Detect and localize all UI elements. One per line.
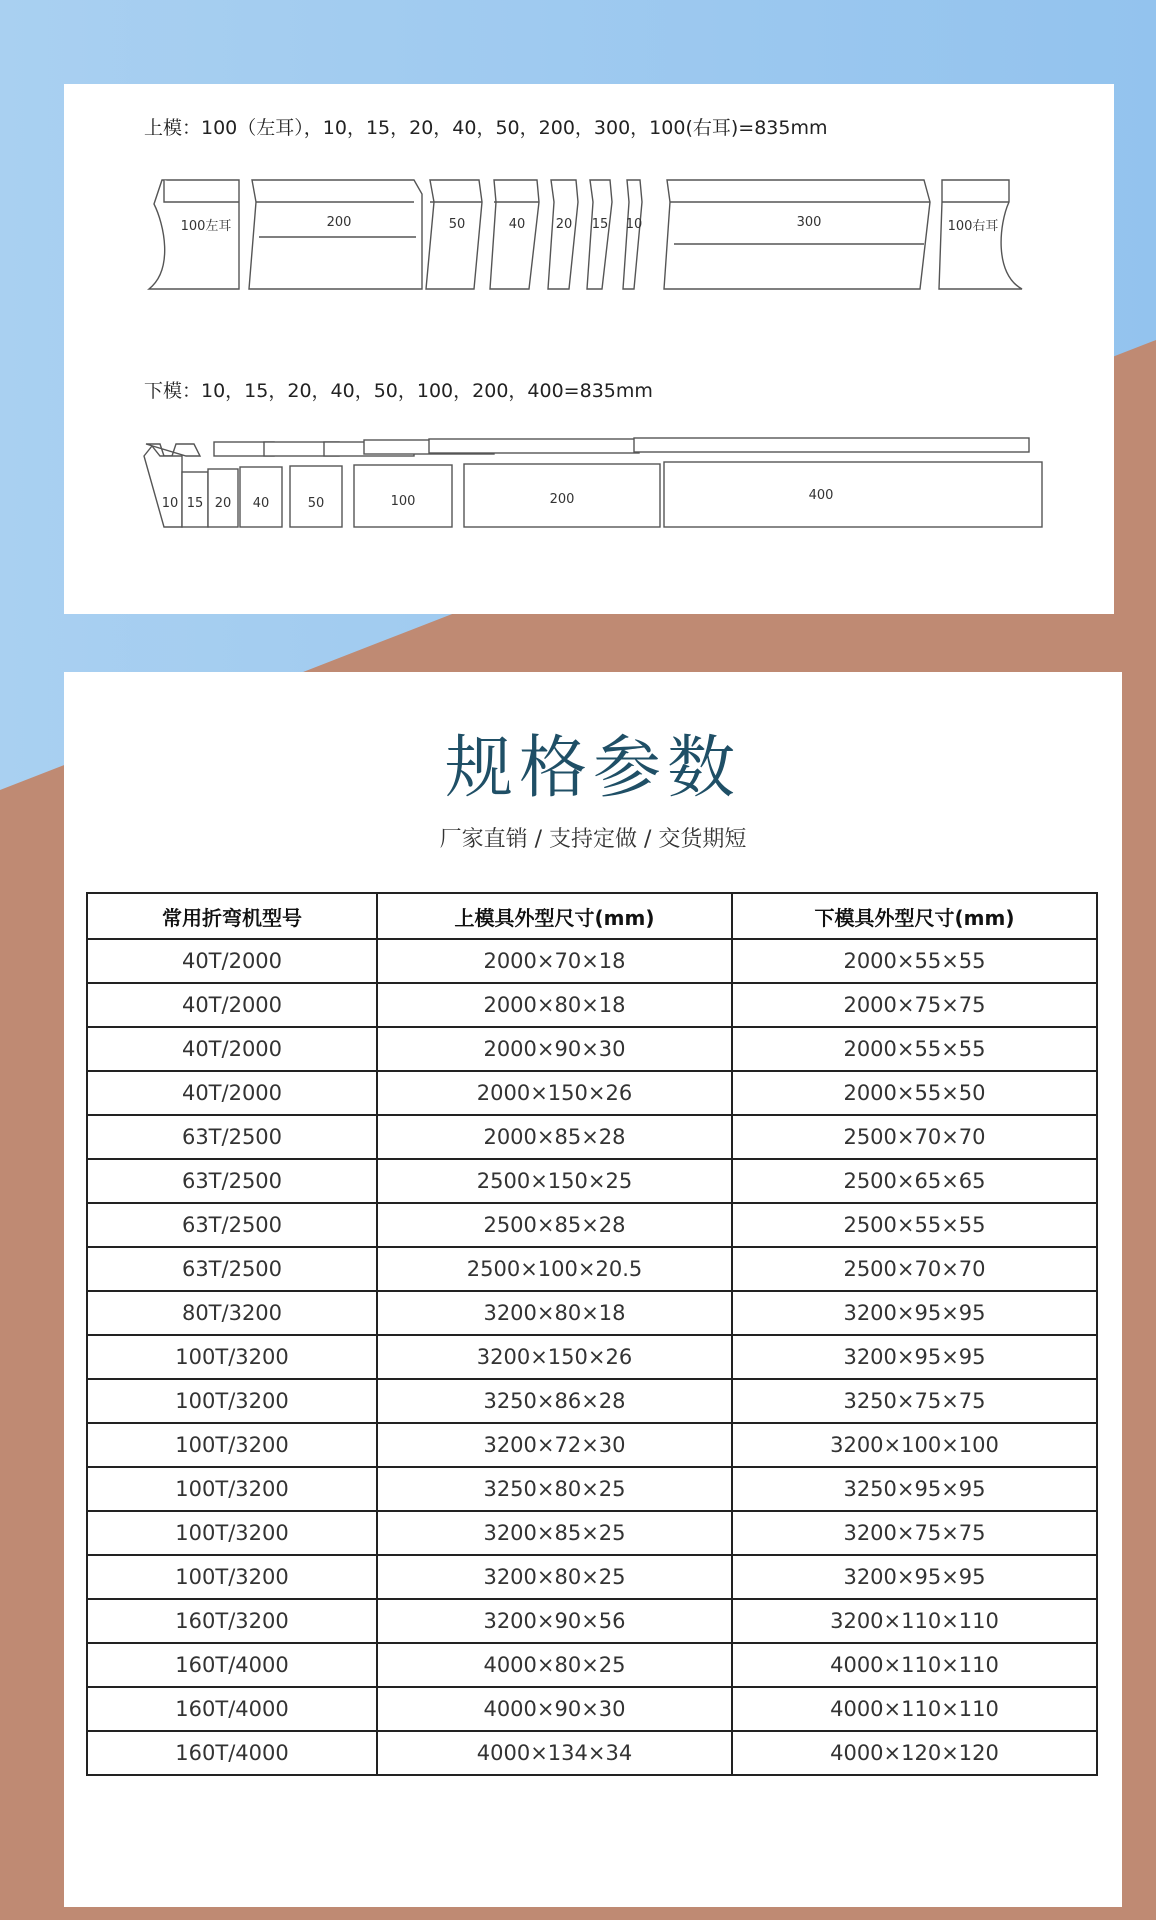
cell-lower-die: 3200×95×95 xyxy=(732,1555,1097,1599)
cell-model: 40T/2000 xyxy=(87,1027,377,1071)
cell-model: 40T/2000 xyxy=(87,983,377,1027)
svg-text:40: 40 xyxy=(252,496,270,511)
cell-lower-die: 2500×70×70 xyxy=(732,1115,1097,1159)
upper-die-15 xyxy=(587,180,612,289)
svg-text:100左耳: 100左耳 xyxy=(180,219,232,234)
cell-upper-die: 3200×85×25 xyxy=(377,1511,732,1555)
svg-text:20: 20 xyxy=(555,217,573,232)
cell-upper-die: 4000×80×25 xyxy=(377,1643,732,1687)
table-row xyxy=(87,1731,1097,1775)
lower-die-10 xyxy=(144,446,182,527)
cell-lower-die: 3200×100×100 xyxy=(732,1423,1097,1467)
cell-model: 160T/4000 xyxy=(87,1687,377,1731)
cell-model: 63T/2500 xyxy=(87,1159,377,1203)
cell-model: 100T/3200 xyxy=(87,1511,377,1555)
table-row xyxy=(87,1335,1097,1379)
table-row xyxy=(87,1467,1097,1511)
cell-upper-die: 2500×150×25 xyxy=(377,1159,732,1203)
cell-lower-die: 3250×75×75 xyxy=(732,1379,1097,1423)
spec-header-row xyxy=(87,893,1097,939)
cell-model: 100T/3200 xyxy=(87,1379,377,1423)
svg-text:50: 50 xyxy=(448,217,466,232)
cell-model: 100T/3200 xyxy=(87,1423,377,1467)
svg-text:10: 10 xyxy=(625,217,643,232)
table-row xyxy=(87,1599,1097,1643)
upper-die-right-ear xyxy=(939,180,1022,289)
cell-model: 160T/4000 xyxy=(87,1731,377,1775)
cell-lower-die: 3200×75×75 xyxy=(732,1511,1097,1555)
cell-model: 160T/3200 xyxy=(87,1599,377,1643)
cell-upper-die: 2000×70×18 xyxy=(377,939,732,983)
cell-upper-die: 3200×90×56 xyxy=(377,1599,732,1643)
upper-die-20 xyxy=(548,180,578,289)
upper-die-300 xyxy=(664,180,930,289)
table-row xyxy=(87,1379,1097,1423)
svg-text:20: 20 xyxy=(214,496,232,511)
cell-upper-die: 3250×80×25 xyxy=(377,1467,732,1511)
svg-text:400: 400 xyxy=(808,488,834,503)
svg-text:100: 100 xyxy=(390,494,416,509)
die-diagram xyxy=(64,84,1114,614)
table-row xyxy=(87,939,1097,983)
spec-subtitle: 厂家直销 / 支持定做 / 交货期短 xyxy=(439,827,747,852)
cell-upper-die: 2500×85×28 xyxy=(377,1203,732,1247)
table-row xyxy=(87,1203,1097,1247)
upper-die-left-ear xyxy=(149,180,239,289)
cell-upper-die: 2000×85×28 xyxy=(377,1115,732,1159)
cell-lower-die: 2000×55×55 xyxy=(732,1027,1097,1071)
cell-upper-die: 4000×134×34 xyxy=(377,1731,732,1775)
svg-text:10: 10 xyxy=(161,496,179,511)
cell-model: 63T/2500 xyxy=(87,1247,377,1291)
cell-model: 160T/4000 xyxy=(87,1643,377,1687)
header-lower-die: 下模具外型尺寸(mm) xyxy=(732,893,1097,939)
svg-text:200: 200 xyxy=(326,215,352,230)
cell-upper-die: 2000×150×26 xyxy=(377,1071,732,1115)
svg-text:15: 15 xyxy=(591,217,609,232)
lower-die-400 xyxy=(664,462,1042,527)
table-row xyxy=(87,1071,1097,1115)
lower-die-100 xyxy=(354,465,452,527)
cell-upper-die: 3200×150×26 xyxy=(377,1335,732,1379)
svg-text:15: 15 xyxy=(186,496,204,511)
lower-die-40 xyxy=(240,467,282,527)
svg-text:200: 200 xyxy=(549,492,575,507)
cell-model: 63T/2500 xyxy=(87,1115,377,1159)
cell-model: 100T/3200 xyxy=(87,1335,377,1379)
cell-lower-die: 4000×110×110 xyxy=(732,1687,1097,1731)
cell-lower-die: 2000×55×55 xyxy=(732,939,1097,983)
spec-table xyxy=(86,892,1098,1776)
cell-model: 100T/3200 xyxy=(87,1467,377,1511)
lower-die-20 xyxy=(208,469,238,527)
spec-card xyxy=(64,672,1122,1907)
upper-die-caption: 上模：100（左耳），10，15，20，40，50，200，300，100(右耳)=835mm xyxy=(144,117,828,139)
table-row xyxy=(87,1643,1097,1687)
cell-lower-die: 3200×95×95 xyxy=(732,1291,1097,1335)
cell-lower-die: 2500×65×65 xyxy=(732,1159,1097,1203)
cell-lower-die: 4000×120×120 xyxy=(732,1731,1097,1775)
spec-title: 规格参数 xyxy=(444,729,741,808)
table-row xyxy=(87,1115,1097,1159)
cell-lower-die: 2500×70×70 xyxy=(732,1247,1097,1291)
cell-upper-die: 2500×100×20.5 xyxy=(377,1247,732,1291)
cell-model: 80T/3200 xyxy=(87,1291,377,1335)
cell-lower-die: 3250×95×95 xyxy=(732,1467,1097,1511)
cell-upper-die: 3200×80×18 xyxy=(377,1291,732,1335)
cell-upper-die: 3200×80×25 xyxy=(377,1555,732,1599)
table-row xyxy=(87,1687,1097,1731)
lower-die-200 xyxy=(464,464,660,527)
table-row xyxy=(87,1027,1097,1071)
cell-model: 40T/2000 xyxy=(87,939,377,983)
table-row xyxy=(87,983,1097,1027)
table-row xyxy=(87,1159,1097,1203)
cell-upper-die: 2000×90×30 xyxy=(377,1027,732,1071)
upper-die-50 xyxy=(426,180,482,289)
upper-die-40 xyxy=(490,180,539,289)
cell-upper-die: 4000×90×30 xyxy=(377,1687,732,1731)
table-row xyxy=(87,1291,1097,1335)
svg-text:50: 50 xyxy=(307,496,325,511)
die-diagram-card xyxy=(64,84,1114,614)
cell-model: 100T/3200 xyxy=(87,1555,377,1599)
table-row xyxy=(87,1247,1097,1291)
cell-upper-die: 3250×86×28 xyxy=(377,1379,732,1423)
svg-text:300: 300 xyxy=(796,215,822,230)
lower-die-back-row xyxy=(146,438,1029,456)
cell-lower-die: 2500×55×55 xyxy=(732,1203,1097,1247)
cell-lower-die: 2000×75×75 xyxy=(732,983,1097,1027)
table-row xyxy=(87,1555,1097,1599)
header-upper-die: 上模具外型尺寸(mm) xyxy=(377,893,732,939)
cell-model: 63T/2500 xyxy=(87,1203,377,1247)
cell-lower-die: 2000×55×50 xyxy=(732,1071,1097,1115)
cell-lower-die: 3200×110×110 xyxy=(732,1599,1097,1643)
cell-lower-die: 4000×110×110 xyxy=(732,1643,1097,1687)
cell-model: 40T/2000 xyxy=(87,1071,377,1115)
lower-die-caption: 下模：10，15，20，40，50，100，200，400=835mm xyxy=(144,380,653,402)
cell-upper-die: 3200×72×30 xyxy=(377,1423,732,1467)
svg-text:40: 40 xyxy=(508,217,526,232)
header-model: 常用折弯机型号 xyxy=(87,893,377,939)
upper-die-10 xyxy=(623,180,642,289)
upper-die-200 xyxy=(249,180,422,289)
lower-die-50 xyxy=(290,466,342,527)
cell-upper-die: 2000×80×18 xyxy=(377,983,732,1027)
cell-lower-die: 3200×95×95 xyxy=(732,1335,1097,1379)
lower-die-15 xyxy=(182,472,208,527)
table-row xyxy=(87,1423,1097,1467)
svg-text:100右耳: 100右耳 xyxy=(947,219,999,234)
table-row xyxy=(87,1511,1097,1555)
